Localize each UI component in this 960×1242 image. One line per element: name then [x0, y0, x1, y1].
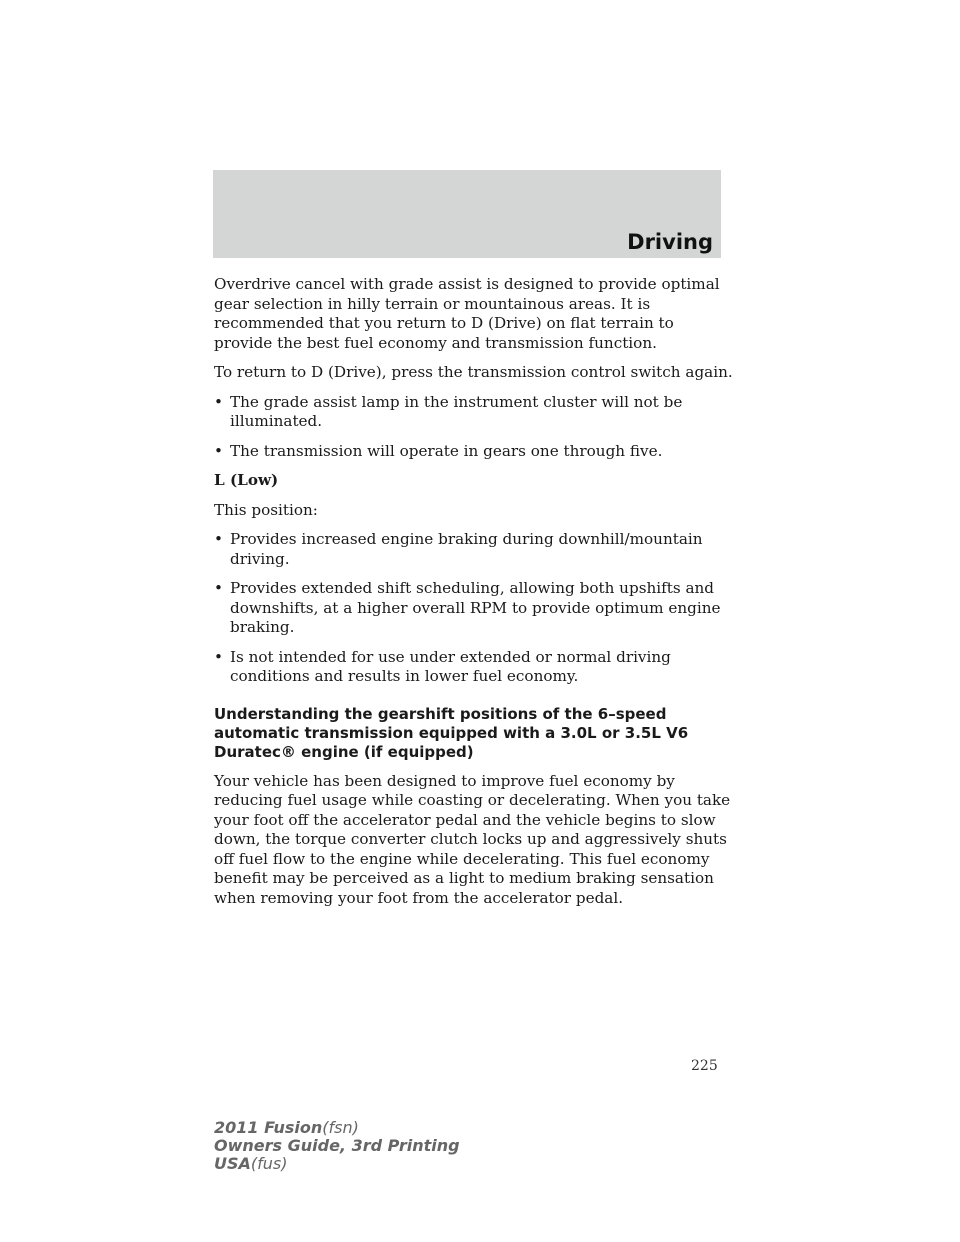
section-header-band	[213, 170, 721, 258]
paragraph-return-drive: To return to D (Drive), press the transmission control switch again.	[214, 363, 733, 381]
bullet-icon: •	[214, 647, 223, 666]
bullet-icon: •	[214, 441, 223, 460]
bullet-icon: •	[214, 530, 223, 548]
list-item: • The grade assist lamp in the instrument cluster will not be illuminated.	[214, 392, 683, 430]
low-position-heading: L (Low)	[214, 471, 279, 489]
page-number: 225	[691, 1058, 718, 1074]
footer-region-code: (fus)	[250, 1154, 288, 1173]
list-item: • The transmission will operate in gears one through five.	[214, 441, 663, 460]
page-content	[214, 275, 734, 918]
footer-model: 2011 Fusion	[214, 1118, 323, 1137]
paragraph-fuel-economy: Your vehicle has been designed to improve fuel economy by reducing fuel usage while coasting or decelerating. When you take your foot off the accelerator pedal and the vehicle begins to slow down, the torque converter clutch locks up and aggressively shuts off fuel flow to the engine while decelerating. This fuel economy benefit may be perceived as a light to medium braking sensation when removing your foot from the accelerator pedal.	[214, 771, 731, 907]
gearshift-positions-heading: Understanding the gearshift positions of the 6–speed automatic transmission equipped with a 3.0L or 3.5L V6 Duratec® engine (if equipped)	[214, 704, 689, 761]
paragraph-this-position: This position:	[214, 500, 318, 519]
bullet-icon: •	[214, 392, 223, 411]
footer-region: USA	[214, 1154, 251, 1173]
footer-model-code: (fsn)	[322, 1118, 359, 1137]
section-title: Driving	[627, 230, 713, 254]
bullet-icon: •	[214, 579, 223, 597]
paragraph-grade-assist: Overdrive cancel with grade assist is designed to provide optimal gear selection in hilly terrain or mountainous areas. It is recommended that you return to D (Drive) on flat terrain to provide the best fuel economy and transmission function.	[214, 275, 720, 352]
list-item: • Provides increased engine braking during downhill/mountain driving.	[214, 530, 703, 568]
footer	[214, 1119, 460, 1173]
footer-guide: Owners Guide, 3rd Printing	[214, 1136, 460, 1155]
list-item: • Is not intended for use under extended or normal driving conditions and results in lower fuel economy.	[214, 647, 671, 685]
list-item: • Provides extended shift scheduling, allowing both upshifts and downshifts, at a higher overall RPM to provide optimum engine braking.	[214, 579, 721, 636]
